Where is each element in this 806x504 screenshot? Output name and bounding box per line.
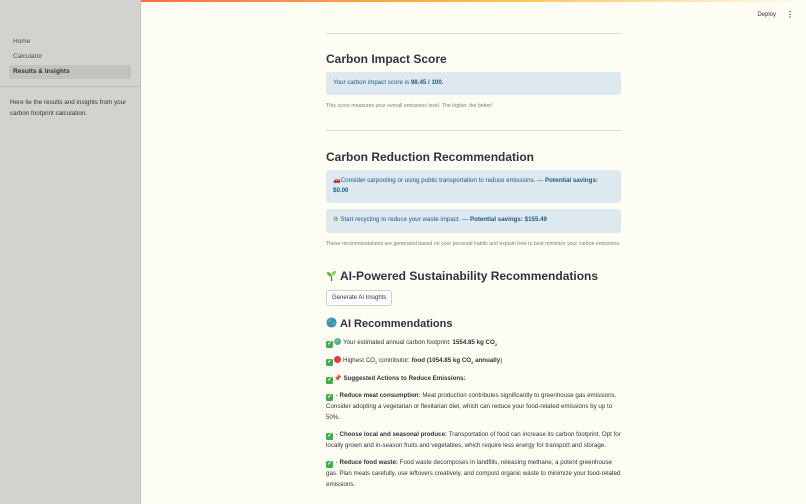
score-info-suffix: . bbox=[441, 79, 444, 86]
sidebar-divider bbox=[0, 86, 141, 87]
actions-heading-line bbox=[326, 373, 622, 385]
checkmark-icon: ✓ bbox=[327, 461, 332, 467]
action-text: Meat production contributes significantly to greenhouse gas emissions. Consider adopting a vegetarian or flexitarian diet, which can reduce your food-related emissions by up to 50%. bbox=[326, 392, 617, 421]
recommendation-savings: Potential savings: $0.00 bbox=[333, 177, 598, 194]
checkmark-icon: ✓ bbox=[327, 359, 332, 365]
deploy-button[interactable]: Deploy bbox=[757, 12, 776, 18]
red-circle-icon bbox=[334, 356, 341, 363]
divider bbox=[326, 33, 621, 34]
highest-category: food bbox=[411, 357, 426, 364]
score-info-prefix: Your carbon impact score is bbox=[333, 79, 411, 86]
highest-prefix: Highest CO bbox=[343, 357, 375, 364]
checkmark-icon: ✓ bbox=[327, 394, 332, 400]
action-text: Food waste decomposes in landfills, releasing methane, a potent greenhouse gas. Plan meals carefully, use leftovers creatively, and compost organic waste to minimize your food-related emissions. bbox=[326, 459, 621, 488]
highest-contributor-line: ✓ Highest $CO_2$ contributor: food (1054.85 kg $CO_2$ annually) bbox=[327, 357, 503, 366]
recommendation-box-transport bbox=[326, 170, 621, 203]
highest-mid: contributor: bbox=[377, 357, 412, 364]
reduction-section-title: Carbon Reduction Recommendation bbox=[326, 150, 535, 164]
score-section-title: Carbon Impact Score bbox=[326, 52, 447, 66]
globe-icon bbox=[334, 338, 341, 345]
recommendation-text: Consider carpooling or using public transportation to reduce emissions. — bbox=[340, 177, 546, 184]
divider bbox=[326, 130, 621, 131]
checkmark-icon: ✓ bbox=[327, 341, 332, 347]
highest-value: (1054.85 kg CO bbox=[425, 357, 472, 364]
score-caption: This score measures your overall emissions level. The higher, the better! bbox=[326, 103, 493, 109]
checkmark-icon: ✓ bbox=[327, 433, 332, 439]
generate-ai-insights-button[interactable]: Generate AI Insights bbox=[326, 290, 392, 306]
sidebar-nav bbox=[9, 35, 131, 80]
action-title: Reduce meat consumption: bbox=[339, 392, 421, 399]
sidebar-description: Here lie the results and insights from your carbon footprint calculation. bbox=[10, 99, 127, 117]
sidebar-item-home[interactable]: Home bbox=[13, 38, 31, 45]
checkmark-icon: ✓ bbox=[327, 377, 332, 383]
recommendation-savings: Potential savings: $155.49 bbox=[469, 216, 547, 223]
action-item: ✓ - Reduce meat consumption: Meat production contributes significantly to greenhouse gas emissions. Consider adopting a vegetarian or flexitarian diet, which can reduce your food-related emissions by up to 50%. bbox=[326, 392, 617, 421]
action-text: Transportation of food can increase its carbon footprint. Opt for locally grown and in-season fruits and vegetables, which require less energy for transport and storage. bbox=[326, 431, 621, 449]
ai-section-title bbox=[326, 269, 598, 283]
recycle-icon: ♻ bbox=[333, 216, 339, 223]
ai-results-title bbox=[326, 317, 452, 330]
score-value: 98.45 / 100 bbox=[410, 79, 442, 86]
top-toolbar bbox=[757, 11, 794, 19]
reduction-caption: These recommendations are generated based on your personal habits and explain how to best minimize your carbon emissions. bbox=[326, 241, 621, 247]
seedling-icon bbox=[326, 270, 337, 281]
sidebar-item-results-insights[interactable]: Results & Insights bbox=[9, 65, 131, 79]
action-title: Reduce food waste: bbox=[339, 459, 398, 466]
score-info-box bbox=[326, 72, 621, 95]
action-item: ✓ - Choose local and seasonal produce: Transportation of food can increase its carbon footprint. Opt for locally grown and in-season fruits and vegetables, which require less energy for transport and storage. bbox=[326, 431, 621, 449]
actions-heading: Suggested Actions to Reduce Emissions: bbox=[343, 375, 466, 382]
sidebar-item-calculator[interactable]: Calculator bbox=[13, 53, 43, 60]
ai-results-title-text: AI Recommendations bbox=[340, 318, 453, 330]
action-title: Choose local and seasonal produce: bbox=[339, 431, 448, 438]
recommendation-text: Start recycling to reduce your waste impact. — bbox=[340, 216, 470, 223]
pushpin-icon: 📌 bbox=[334, 376, 342, 382]
sidebar bbox=[0, 0, 141, 504]
globe-icon bbox=[326, 317, 337, 328]
recommendation-box-recycling bbox=[326, 209, 621, 233]
footprint-label: Your estimated annual carbon footprint: bbox=[343, 339, 453, 346]
ai-section-title-text: AI-Powered Sustainability Recommendations bbox=[340, 269, 599, 283]
footprint-value: 1554.85 kg CO bbox=[452, 339, 495, 346]
action-item: ✓ - Reduce food waste: Food waste decomposes in landfills, releasing methane, a potent greenhouse gas. Plan meals carefully, use leftovers creatively, and compost organic waste to minimize your food-related emissions. bbox=[326, 459, 621, 488]
footprint-line: ✓ Your estimated annual carbon footprint: 1554.85 kg $CO_2$ bbox=[327, 339, 498, 348]
highest-tail: annually bbox=[473, 357, 501, 364]
kebab-menu-icon[interactable]: ⋮ bbox=[786, 10, 794, 19]
car-icon: 🚗 bbox=[333, 177, 341, 184]
